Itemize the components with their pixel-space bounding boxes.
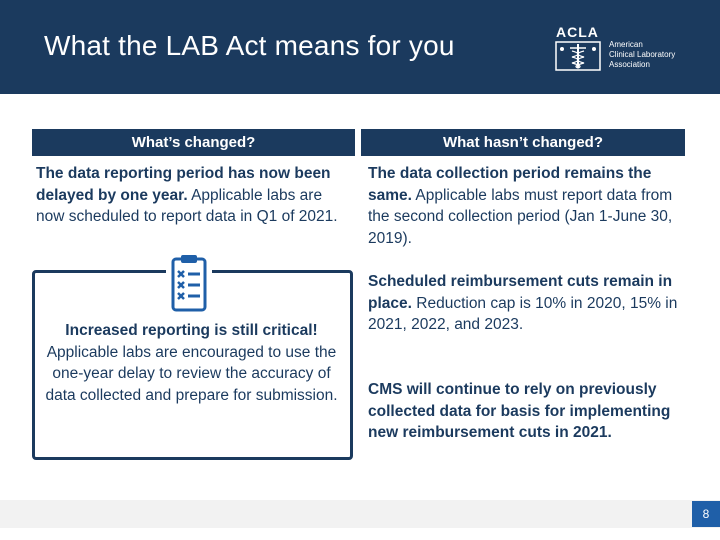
reimbursement-cuts-detail: Reduction cap is 10% in 2020, 15% in 2021, 2022, and 2023. <box>368 294 678 334</box>
callout-lead: Increased reporting is still critical! <box>65 322 318 339</box>
reporting-delay-detail: Applicable labs are now scheduled to report data in Q1 of 2021. <box>36 186 338 226</box>
callout-detail: Applicable labs are encouraged to use the one-year delay to review the accuracy of data collected and prepare for submission. <box>45 343 338 405</box>
acla-logo <box>553 24 693 72</box>
footer-bar <box>0 500 720 528</box>
clipboard-checklist-icon <box>166 252 212 314</box>
collection-period-detail: Applicable labs must report data from the second collection period (Jan 1-June 30, 2019). <box>368 186 673 248</box>
cms-data-text: CMS will continue to rely on previously collected data for basis for implementing new reimbursement cuts in 2021. <box>368 381 671 442</box>
reimbursement-cuts-lead: Scheduled reimbursement cuts remain in place. <box>368 273 673 312</box>
whats-changed-heading: What’s changed? <box>32 129 355 156</box>
header-bar <box>0 0 720 94</box>
logo-name-line: Clinical Laboratory <box>609 50 676 59</box>
logo-name-line: Association <box>609 60 650 69</box>
logo-name-line: American <box>609 40 643 49</box>
reimbursement-cuts-text <box>368 271 686 336</box>
collection-period-text <box>368 163 686 250</box>
whats-not-changed-heading: What hasn’t changed? <box>361 129 685 156</box>
reporting-delay-lead: The data reporting period has now been delayed by one year. <box>36 165 331 204</box>
logo-acronym: ACLA <box>556 24 599 40</box>
collection-period-lead: The data collection period remains the same. <box>368 165 652 204</box>
page-number: 8 <box>692 501 720 527</box>
caduceus-icon <box>555 41 601 71</box>
reporting-delay-text <box>36 163 352 228</box>
logo-organization-name <box>609 40 693 70</box>
callout-text <box>38 320 345 407</box>
slide-title: What the LAB Act means for you <box>44 30 455 61</box>
